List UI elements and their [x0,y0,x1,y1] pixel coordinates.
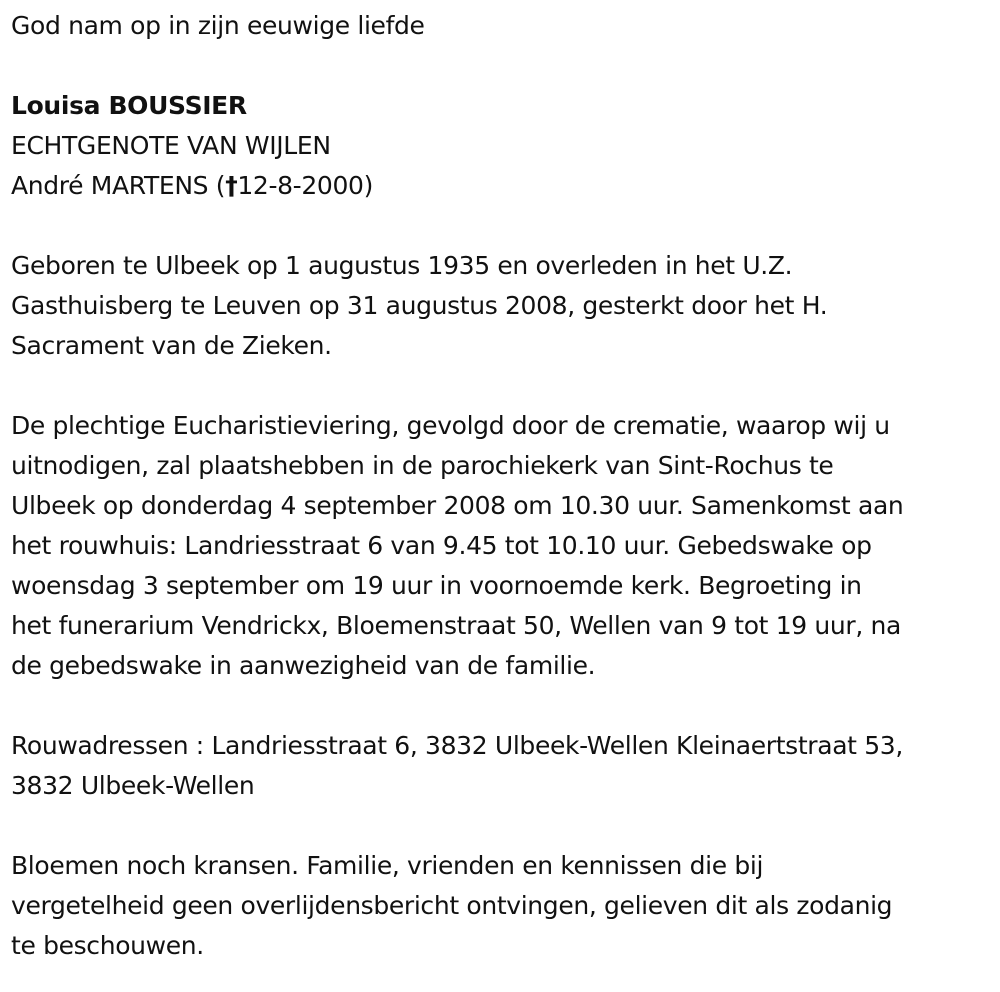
paragraph-line: Sacrament van de Zieken. [11,331,332,360]
paragraph-line: De plechtige Eucharistieviering, gevolgd door de crematie, waarop wij u [11,411,890,440]
birth-death-paragraph [11,246,996,366]
paragraph-line: Bloemen noch kransen. Familie, vrienden en kennissen die bij [11,851,764,880]
deceased-name: Louisa BOUSSIER [11,91,247,120]
paragraph-line: de gebedswake in aanwezigheid van de familie. [11,651,596,680]
spacer [11,806,996,846]
paragraph-line: te beschouwen. [11,931,204,960]
closing-paragraph [11,846,996,966]
paragraph-line: uitnodigen, zal plaatshebben in de parochiekerk van Sint-Rochus te [11,451,834,480]
spacer [11,366,996,406]
spacer [11,46,996,86]
paragraph-line: 3832 Ulbeek-Wellen [11,771,255,800]
opening-line: God nam op in zijn eeuwige liefde [11,11,425,40]
spouse-line [11,166,996,206]
spacer [11,206,996,246]
spouse-name: André MARTENS ( [11,171,226,200]
paragraph-line: Gasthuisberg te Leuven op 31 augustus 2008, gesterkt door het H. [11,291,828,320]
paragraph-line: Rouwadressen : Landriesstraat 6, 3832 Ulbeek-Wellen Kleinaertstraat 53, [11,731,903,760]
address-paragraph [11,726,996,806]
paragraph-line: woensdag 3 september om 19 uur in voornoemde kerk. Begroeting in [11,571,862,600]
death-notice [11,6,996,966]
relation-line: ECHTGENOTE VAN WIJLEN [11,131,331,160]
paragraph-line: het funerarium Vendrickx, Bloemenstraat 50, Wellen van 9 tot 19 uur, na [11,611,901,640]
ceremony-paragraph [11,406,996,686]
paragraph-line: vergetelheid geen overlijdensbericht ontvingen, gelieven dit als zodanig [11,891,893,920]
spouse-death-date: 12-8-2000) [237,171,373,200]
paragraph-line: het rouwhuis: Landriesstraat 6 van 9.45 tot 10.10 uur. Gebedswake op [11,531,872,560]
paragraph-line: Ulbeek op donderdag 4 september 2008 om 10.30 uur. Samenkomst aan [11,491,904,520]
cross-icon: † [225,171,238,200]
spacer [11,686,996,726]
paragraph-line: Geboren te Ulbeek op 1 augustus 1935 en overleden in het U.Z. [11,251,793,280]
